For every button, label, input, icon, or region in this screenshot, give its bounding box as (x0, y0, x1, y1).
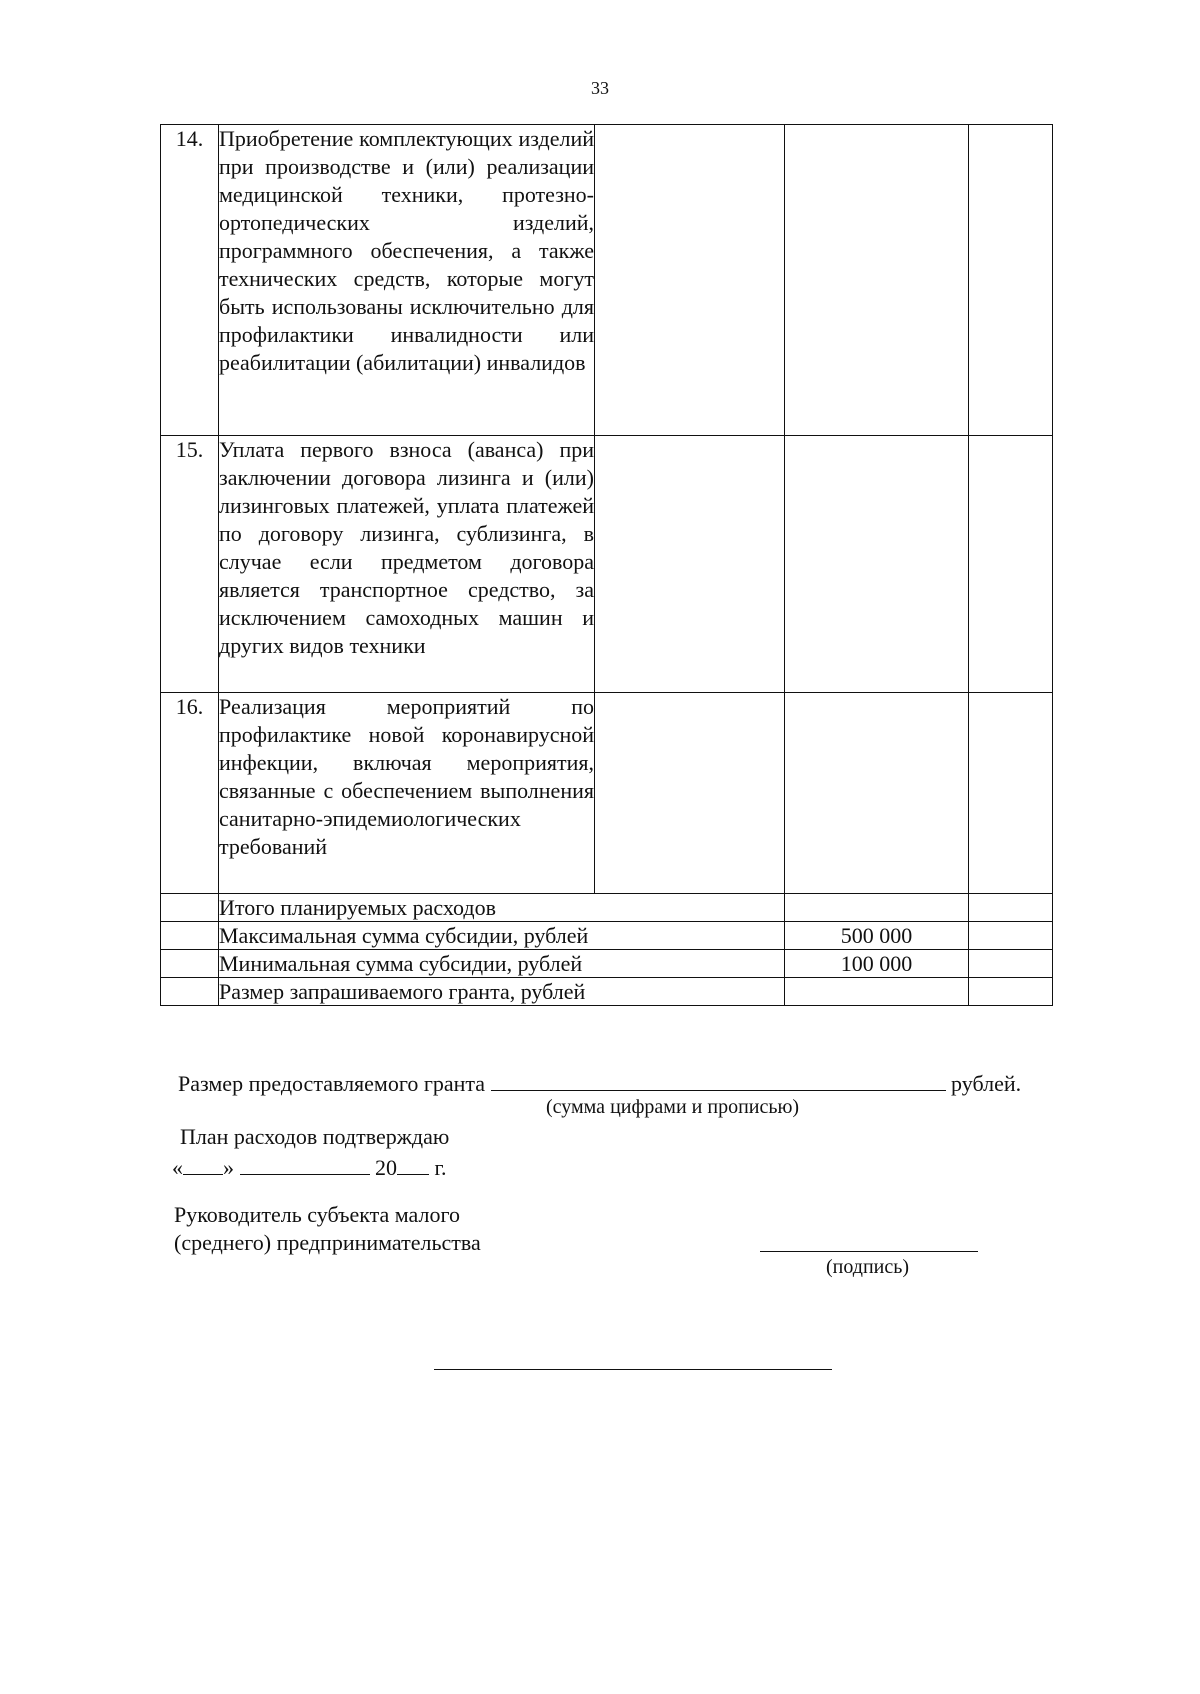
approval-label: План расходов подтверждаю (180, 1124, 450, 1149)
empty-cell (161, 922, 219, 950)
closing-divider (434, 1369, 832, 1370)
open-quote: « (172, 1155, 183, 1180)
close-quote: » (223, 1155, 234, 1180)
day-blank[interactable] (183, 1152, 223, 1175)
summary-row (161, 950, 1053, 978)
amount-cell (595, 125, 785, 436)
amount-cell (969, 125, 1053, 436)
signatory-line-1: Руководитель субъекта малого (174, 1202, 460, 1227)
min-subsidy-label: Минимальная сумма субсидии, рублей (219, 950, 785, 978)
empty-cell (969, 978, 1053, 1006)
empty-cell (161, 950, 219, 978)
page-number: 33 (591, 78, 609, 98)
approval-date-line (172, 1152, 447, 1181)
min-subsidy-value: 100 000 (785, 950, 969, 978)
summary-row (161, 894, 1053, 922)
amount-cell (785, 125, 969, 436)
month-blank[interactable] (240, 1152, 370, 1175)
year-suffix: г. (434, 1155, 447, 1180)
expense-description: Реализация мероприятий по профилактике новой коронавирусной инфекции, включая мероприятия, связанные с обеспечением выполнения санитарно-эпидемиологических требований (219, 693, 595, 894)
grant-size-line (178, 1068, 1021, 1097)
total-planned-label: Итого планируемых расходов (219, 894, 785, 922)
table-row (161, 436, 1053, 693)
empty-cell (969, 894, 1053, 922)
year-prefix: 20 (375, 1155, 397, 1180)
table-row (161, 693, 1053, 894)
amount-cell (595, 693, 785, 894)
amount-cell (969, 693, 1053, 894)
total-planned-value (785, 894, 969, 922)
row-number: 16. (161, 693, 219, 894)
grant-amount-hint: (сумма цифрами и прописью) (546, 1096, 800, 1118)
year-blank[interactable] (397, 1152, 429, 1175)
empty-cell (161, 894, 219, 922)
amount-cell (595, 436, 785, 693)
row-number: 15. (161, 436, 219, 693)
row-number: 14. (161, 125, 219, 436)
expense-plan-table (160, 124, 1053, 1006)
empty-cell (161, 978, 219, 1006)
max-subsidy-value: 500 000 (785, 922, 969, 950)
empty-cell (969, 950, 1053, 978)
signature-hint: (подпись) (826, 1256, 910, 1278)
amount-cell (969, 436, 1053, 693)
amount-cell (785, 693, 969, 894)
grant-amount-blank[interactable] (491, 1068, 946, 1091)
grant-size-label: Размер предоставляемого гранта (178, 1071, 486, 1096)
table-row (161, 125, 1053, 436)
expense-description: Приобретение комплектующих изделий при производстве и (или) реализации медицинской техники, протезно-ортопедических изделий, программного обеспечения, а также технических средств, которые могут быть использованы исключительно для профилактики инвалидности или реабилитации (абилитации) инвалидов (219, 125, 595, 436)
summary-row (161, 978, 1053, 1006)
requested-grant-value (785, 978, 969, 1006)
max-subsidy-label: Максимальная сумма субсидии, рублей (219, 922, 785, 950)
signature-line[interactable] (760, 1251, 978, 1252)
requested-grant-label: Размер запрашиваемого гранта, рублей (219, 978, 785, 1006)
amount-cell (785, 436, 969, 693)
empty-cell (969, 922, 1053, 950)
signatory-line-2: (среднего) предпринимательства (174, 1230, 481, 1255)
summary-row (161, 922, 1053, 950)
grant-unit: рублей. (951, 1071, 1022, 1096)
expense-description: Уплата первого взноса (аванса) при заключении договора лизинга и (или) лизинговых платежей, уплата платежей по договору лизинга, сублизинга, в случае если предметом договора является транспортное средство, за исключением самоходных машин и других видов техники (219, 436, 595, 693)
